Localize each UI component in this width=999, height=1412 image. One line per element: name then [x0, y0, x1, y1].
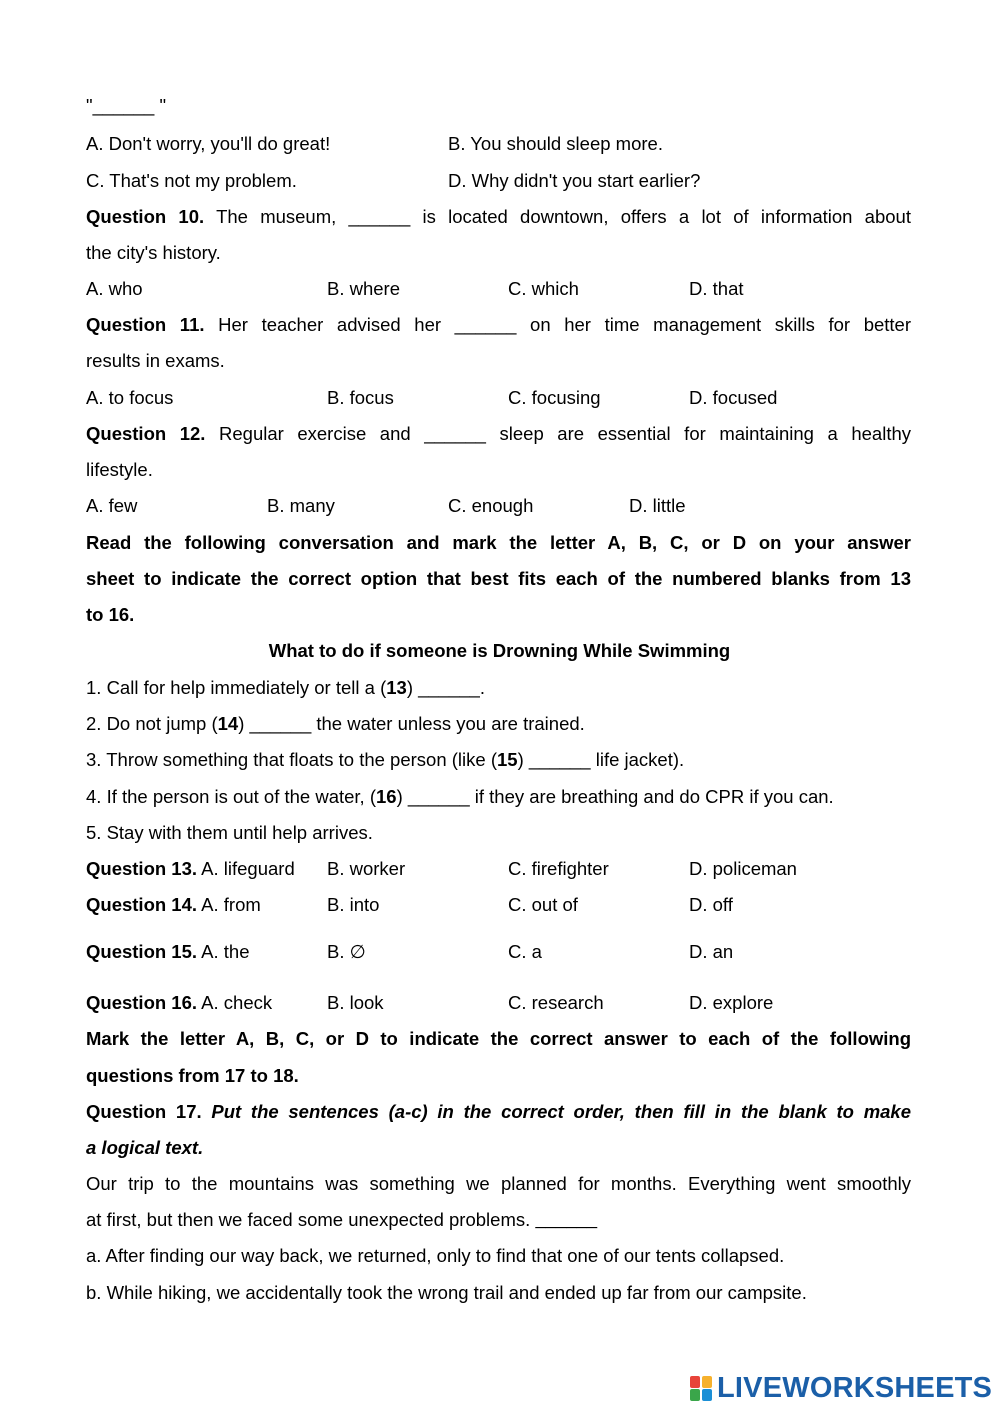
step-3-text: 3. Throw something that floats to the person (like ( [86, 749, 497, 770]
blank-number-15: 15 [496, 749, 518, 770]
step-2 [86, 713, 585, 735]
q15-option-c: C. a [508, 941, 542, 962]
q11-line2: results in exams. [86, 350, 225, 371]
logo-block-yellow [702, 1376, 712, 1388]
blank-number-13: 13 [386, 677, 407, 698]
q12-label: Question 12. [86, 423, 206, 444]
q9-option-d: D. Why didn't you start earlier? [448, 170, 701, 191]
step-4-text: 4. If the person is out of the water, ( [86, 786, 376, 807]
step-5: 5. Stay with them until help arrives. [86, 822, 373, 843]
section2-instruction-line2: sheet to indicate the correct option that best fits each of the numbered blanks from 13 [86, 568, 911, 589]
q16-option-a-line [86, 992, 272, 1014]
q17-instruction-line1: Put the sentences (a-c) in the correct order, then fill in the blank to make [211, 1101, 912, 1122]
q10-label: Question 10. [86, 206, 205, 227]
q15-option-a: A. the [201, 941, 250, 962]
q10-option-c: C. which [508, 278, 579, 299]
logo-block-green [690, 1389, 700, 1401]
q11-stem [86, 314, 911, 336]
q12-option-c: C. enough [448, 495, 534, 516]
liveworksheets-logo-icon [690, 1374, 714, 1402]
q14-option-d: D. off [689, 894, 733, 915]
q9-option-b: B. You should sleep more. [448, 133, 663, 154]
q12-line2: lifestyle. [86, 459, 153, 480]
q15-option-b: B. ∅ [327, 941, 366, 962]
liveworksheets-logo [690, 1371, 992, 1405]
q17-paragraph-line2 [86, 1209, 597, 1231]
q13-option-a: A. lifeguard [201, 858, 295, 879]
q11-line1: Her teacher advised her ______ on her time management skills for better [218, 314, 912, 335]
section3-instruction-line1: Mark the letter A, B, C, or D to indicate the correct answer to each of the following [86, 1028, 911, 1049]
q12-option-d: D. little [629, 495, 686, 516]
q17-instruction-line2: a logical text. [86, 1137, 204, 1158]
q17-sentence-b: b. While hiking, we accidentally took the wrong trail and ended up far from our campsite. [86, 1282, 807, 1303]
q13-option-b: B. worker [327, 858, 406, 879]
step-3 [86, 749, 684, 771]
q17-answer-blank: ______ [535, 1209, 598, 1230]
q11-option-d: D. focused [689, 387, 778, 408]
q12-line1: Regular exercise and ______ sleep are essential for maintaining a healthy [219, 423, 911, 444]
q17-instruction [86, 1101, 911, 1123]
q10-option-a: A. who [86, 278, 143, 299]
passage-title: What to do if someone is Drowning While Swimming [268, 640, 731, 661]
q14-option-b: B. into [327, 894, 380, 915]
q15-option-d: D. an [689, 941, 734, 962]
q11-option-a: A. to focus [86, 387, 174, 408]
q9-option-c: C. That's not my problem. [86, 170, 297, 191]
step-4 [86, 786, 834, 808]
step-2-text: 2. Do not jump ( [86, 713, 218, 734]
q12-option-b: B. many [267, 495, 335, 516]
step-3-rest: ) ______ life jacket). [517, 749, 685, 770]
section2-instruction-line3: to 16. [86, 604, 135, 625]
q17-paragraph-line2-text: at first, but then we faced some unexpected problems. [86, 1209, 531, 1230]
section2-instruction-line1: Read the following conversation and mark the letter A, B, C, or D on your answer [86, 532, 911, 553]
q10-line2: the city's history. [86, 242, 221, 263]
q9-stem-tail: "______ " [86, 95, 167, 116]
q16-option-d: D. explore [689, 992, 774, 1013]
q9-option-a: A. Don't worry, you'll do great! [86, 133, 331, 154]
step-1-rest: ) ______. [406, 677, 485, 698]
section3-instruction-line2: questions from 17 to 18. [86, 1065, 299, 1086]
q17-label: Question 17. [86, 1101, 202, 1122]
q14-option-a: A. from [201, 894, 261, 915]
q16-option-c: C. research [508, 992, 604, 1013]
q10-line1: The museum, ______ is located downtown, offers a lot of information about [216, 206, 911, 227]
logo-block-red [690, 1376, 700, 1388]
q15-option-a-line [86, 941, 250, 963]
q10-option-d: D. that [689, 278, 744, 299]
q17-sentence-a: a. After finding our way back, we returned, only to find that one of our tents collapsed. [86, 1245, 785, 1266]
blank-number-16: 16 [376, 786, 397, 807]
q14-label: Question 14. [86, 894, 198, 915]
q12-option-a: A. few [86, 495, 138, 516]
q17-paragraph-line1: Our trip to the mountains was something we planned for months. Everything went smoothly [86, 1173, 911, 1194]
q11-label: Question 11. [86, 314, 205, 335]
q13-label: Question 13. [86, 858, 198, 879]
q13-option-c: C. firefighter [508, 858, 609, 879]
q13-option-d: D. policeman [689, 858, 797, 879]
q10-option-b: B. where [327, 278, 401, 299]
q12-stem [86, 423, 911, 445]
step-1-text: 1. Call for help immediately or tell a ( [86, 677, 387, 698]
blank-number-14: 14 [217, 713, 239, 734]
q15-label: Question 15. [86, 941, 198, 962]
step-2-rest: ) ______ the water unless you are trained. [238, 713, 585, 734]
q13-option-a-line [86, 858, 295, 880]
q14-option-c: C. out of [508, 894, 578, 915]
q14-option-a-line [86, 894, 261, 916]
logo-block-blue [702, 1389, 712, 1401]
q16-option-a: A. check [201, 992, 273, 1013]
q11-option-c: C. focusing [508, 387, 601, 408]
q16-label: Question 16. [86, 992, 198, 1013]
q10-stem [86, 206, 911, 228]
q16-option-b: B. look [327, 992, 384, 1013]
liveworksheets-logo-text: LIVEWORKSHEETS [717, 1372, 993, 1404]
q11-option-b: B. focus [327, 387, 394, 408]
step-1 [86, 677, 485, 699]
step-4-rest: ) ______ if they are breathing and do CPR if you can. [396, 786, 834, 807]
